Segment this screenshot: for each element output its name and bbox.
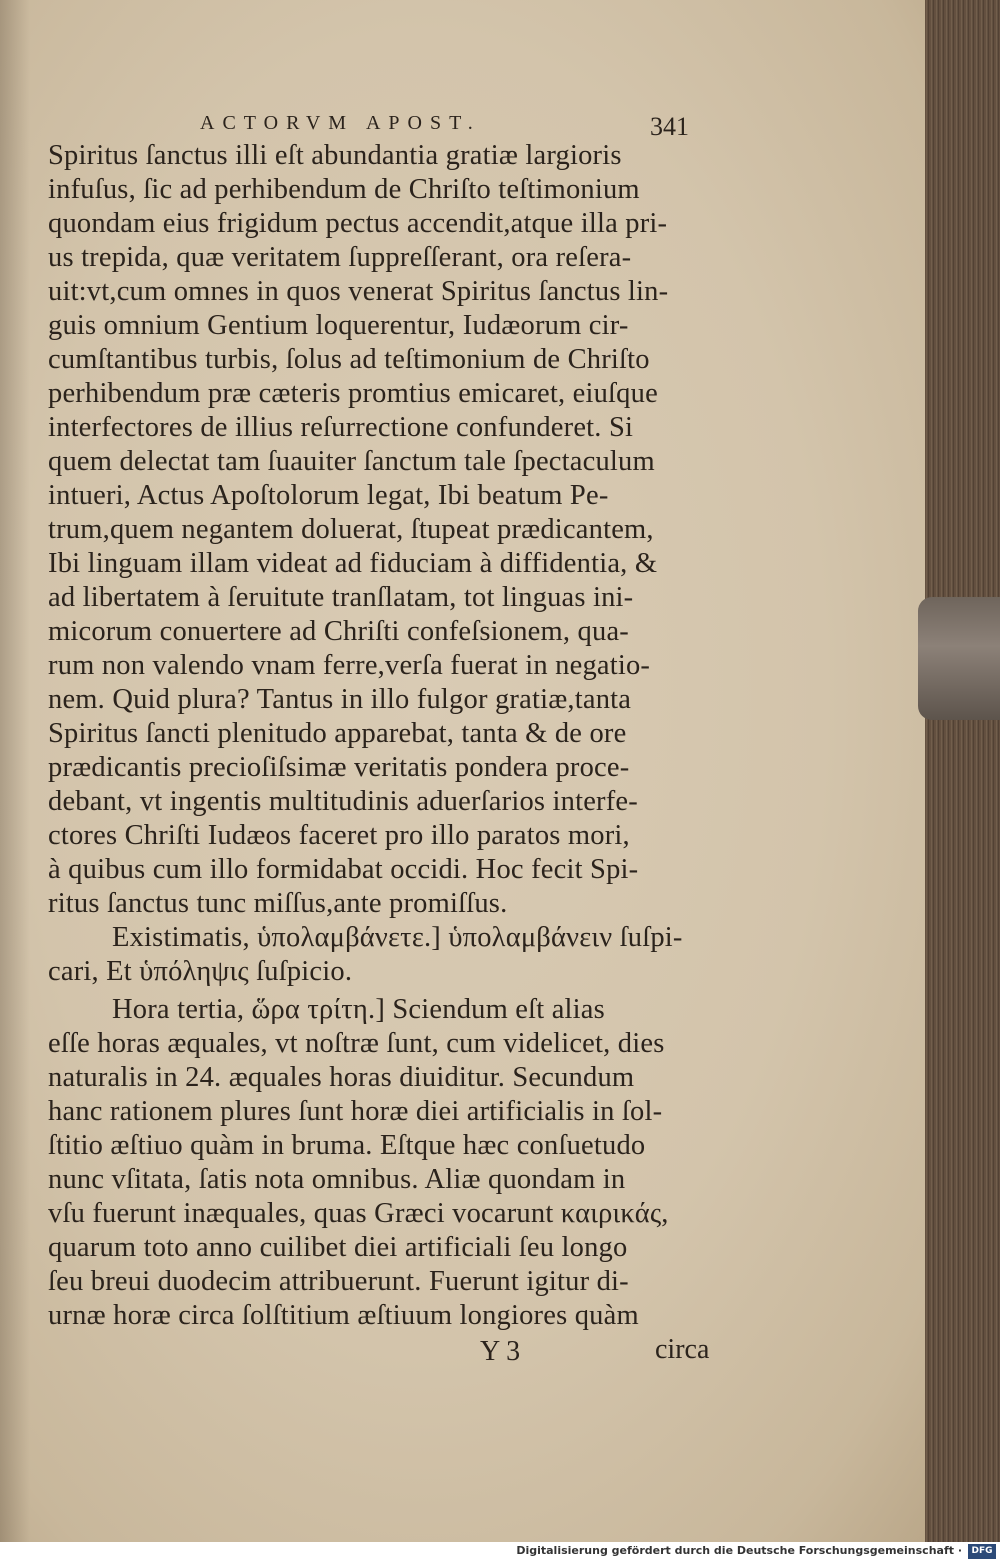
text-line: ſeu breui duodecim attribuerunt. Fuerunt igitur di-	[48, 1266, 629, 1297]
text-line: prædicantis precioſiſsimæ veritatis pondera proce-	[48, 752, 630, 783]
gutter-shadow	[0, 0, 30, 1542]
dfg-logo-icon: DFG	[968, 1544, 996, 1559]
page-fore-edge	[925, 0, 1000, 1542]
text-line: quarum toto anno cuilibet diei artificiali ſeu longo	[48, 1232, 628, 1263]
text-line: ſtitio æſtiuo quàm in bruma. Eſtque hæc conſuetudo	[48, 1130, 646, 1161]
text-line: perhibendum præ cæteris promtius emicaret, eiuſque	[48, 378, 658, 409]
text-line: nunc vſitata, ſatis nota omnibus. Aliæ quondam in	[48, 1164, 626, 1195]
text-line: intueri, Actus Apoſtolorum legat, Ibi beatum Pe-	[48, 480, 609, 511]
text-line: Spiritus ſancti plenitudo apparebat, tanta & de ore	[48, 718, 627, 749]
text-line: quondam eius frigidum pectus accendit,atque illa pri-	[48, 208, 668, 239]
catchword: circa	[655, 1334, 710, 1365]
text-line: Ibi linguam illam videat ad fiduciam à diffidentia, &	[48, 548, 658, 579]
text-line: infuſus, ſic ad perhibendum de Chriſto teſtimonium	[48, 174, 640, 205]
text-line: uit:vt,cum omnes in quos venerat Spiritus ſanctus lin-	[48, 276, 669, 307]
text-line: trum,quem negantem doluerat, ſtupeat prædicantem,	[48, 514, 654, 545]
text-line: cari, Et ὑπόληψις ſuſpicio.	[48, 956, 353, 987]
text-line: micorum conuertere ad Chriſti confeſsionem, qua-	[48, 616, 629, 647]
text-line: cumſtantibus turbis, ſolus ad teſtimonium de Chriſto	[48, 344, 650, 375]
text-line: interfectores de illius reſurrectione confunderet. Si	[48, 412, 634, 443]
text-line: ctores Chriſti Iudæos faceret pro illo paratos mori,	[48, 820, 630, 851]
text-line: quem delectat tam ſuauiter ſanctum tale ſpectaculum	[48, 446, 655, 477]
text-line: rum non valendo vnam ferre,verſa fuerat in negatio-	[48, 650, 651, 681]
book-clasp	[918, 597, 1000, 720]
running-head: ACTORVM APOST.	[200, 112, 481, 134]
text-line: naturalis in 24. æquales horas diuiditur. Secundum	[48, 1062, 635, 1093]
text-line: ritus ſanctus tunc miſſus,ante promiſſus.	[48, 888, 508, 919]
text-line: vſu fuerunt inæquales, quas Græci vocarunt καιρικάς,	[48, 1198, 669, 1229]
footer-credit: Digitalisierung gefördert durch die Deutsche Forschungsgemeinschaft ·	[516, 1544, 962, 1557]
text-line: Spiritus ſanctus illi eſt abundantia gratiæ largioris	[48, 140, 622, 171]
text-line: à quibus cum illo formidabat occidi. Hoc fecit Spi-	[48, 854, 639, 885]
text-line: ad libertatem à ſeruitute tranſlatam, tot linguas ini-	[48, 582, 634, 613]
text-line: Hora tertia, ὥρα τρίτη.] Sciendum eſt alias	[112, 994, 605, 1025]
text-line: nem. Quid plura? Tantus in illo fulgor gratiæ,tanta	[48, 684, 632, 715]
signature-mark: Y 3	[480, 1336, 521, 1367]
text-line: us trepida, quæ veritatem ſuppreſſerant, ora reſera-	[48, 242, 632, 273]
text-line: debant, vt ingentis multitudinis aduerſarios interfe-	[48, 786, 638, 817]
text-line: urnæ horæ circa ſolſtitium æſtiuum longiores quàm	[48, 1300, 639, 1331]
text-line: hanc rationem plures ſunt horæ diei artificialis in ſol-	[48, 1096, 663, 1127]
text-line: guis omnium Gentium loquerentur, Iudæorum cir-	[48, 310, 629, 341]
page-number: 341	[650, 112, 689, 141]
text-line: eſſe horas æquales, vt noſtræ ſunt, cum videlicet, dies	[48, 1028, 665, 1059]
text-line: Existimatis, ὑπολαμβάνετε.] ὑπολαμβάνειν ſuſpi-	[112, 922, 683, 953]
